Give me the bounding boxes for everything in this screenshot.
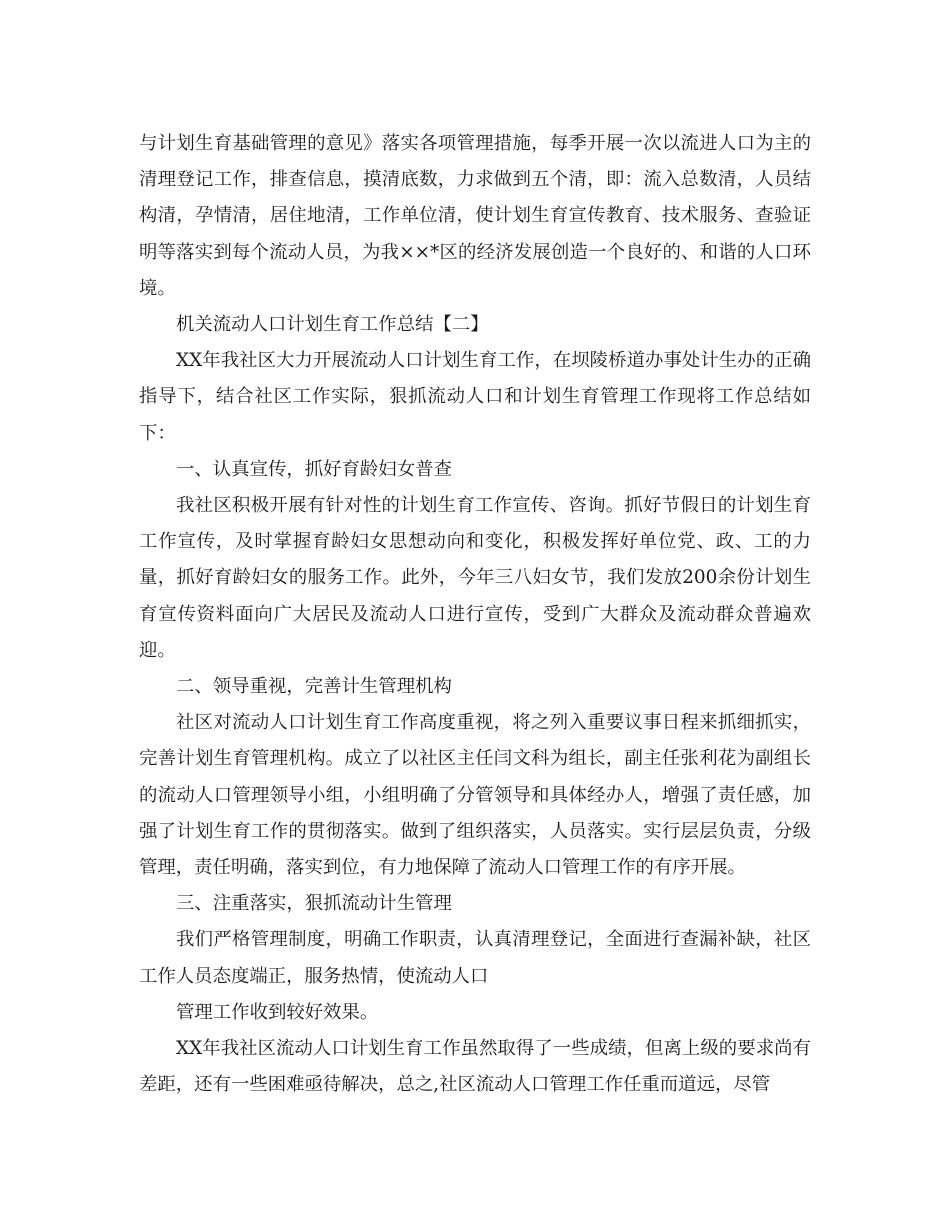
section-title-part-two: 机关流动人口计划生育工作总结【二】: [176, 314, 489, 336]
paragraph-conclusion: XX年我社区流动人口计划生育工作虽然取得了一些成绩，但离上级的要求尚有差距，还有一些困难亟待解决，总之,社区流动人口管理工作任重而道远，尽管: [139, 1038, 811, 1096]
heading-leadership: 二、领导重视，完善计生管理机构: [176, 676, 452, 698]
paragraph-publicity: 我社区积极开展有针对性的计划生育工作宣传、咨询。抓好节假日的计划生育工作宣传，及时掌握育龄妇女思想动向和变化，积极发挥好单位党、政、工的力量，抓好育龄妇女的服务工作。此外，今年三八妇女节，我们发放200余份计划生育宣传资料面向广大居民及流动人口进行宣传，受到广大群众及流动群众普遍欢迎。: [139, 495, 811, 661]
document-body: [139, 126, 811, 1103]
paragraph-overview: XX年我社区大力开展流动人口计划生育工作，在坝陵桥道办事处计生办的正确指导下，结合社区工作实际，狠抓流动人口和计划生育管理工作现将工作总结如下：: [139, 350, 811, 444]
paragraph-leadership: 社区对流动人口计划生育工作高度重视，将之列入重要议事日程来抓细抓实，完善计划生育管理机构。成立了以社区主任闫文科为组长，副主任张利花为副组长的流动人口管理领导小组，小组明确了分管领导和具体经办人，增强了责任感，加强了计划生育工作的贯彻落实。做到了组织落实，人员落实。实行层层负责，分级管理，责任明确，落实到位，有力地保障了流动人口管理工作的有序开展。: [139, 712, 811, 879]
heading-implementation: 三、注重落实，狠抓流动计生管理: [176, 893, 452, 915]
heading-publicity: 一、认真宣传，抓好育龄妇女普查: [176, 458, 452, 480]
paragraph-implementation: 我们严格管理制度，明确工作职责，认真清理登记，全面进行查漏补缺，社区工作人员态度端正，服务热情，使流动人口: [139, 929, 811, 987]
paragraph-implementation-result: 管理工作收到较好效果。: [176, 1001, 379, 1023]
paragraph-intro-continuation: 与计划生育基础管理的意见》落实各项管理措施，每季开展一次以流进人口为主的清理登记工作，排查信息，摸清底数，力求做到五个清，即：流入总数清，人员结构清，孕情清，居住地清，工作单位清，使计划生育宣传教育、技术服务、查验证明等落实到每个流动人员，为我××*区的经济发展创造一个良好的、和谐的人口环境。: [139, 133, 811, 299]
